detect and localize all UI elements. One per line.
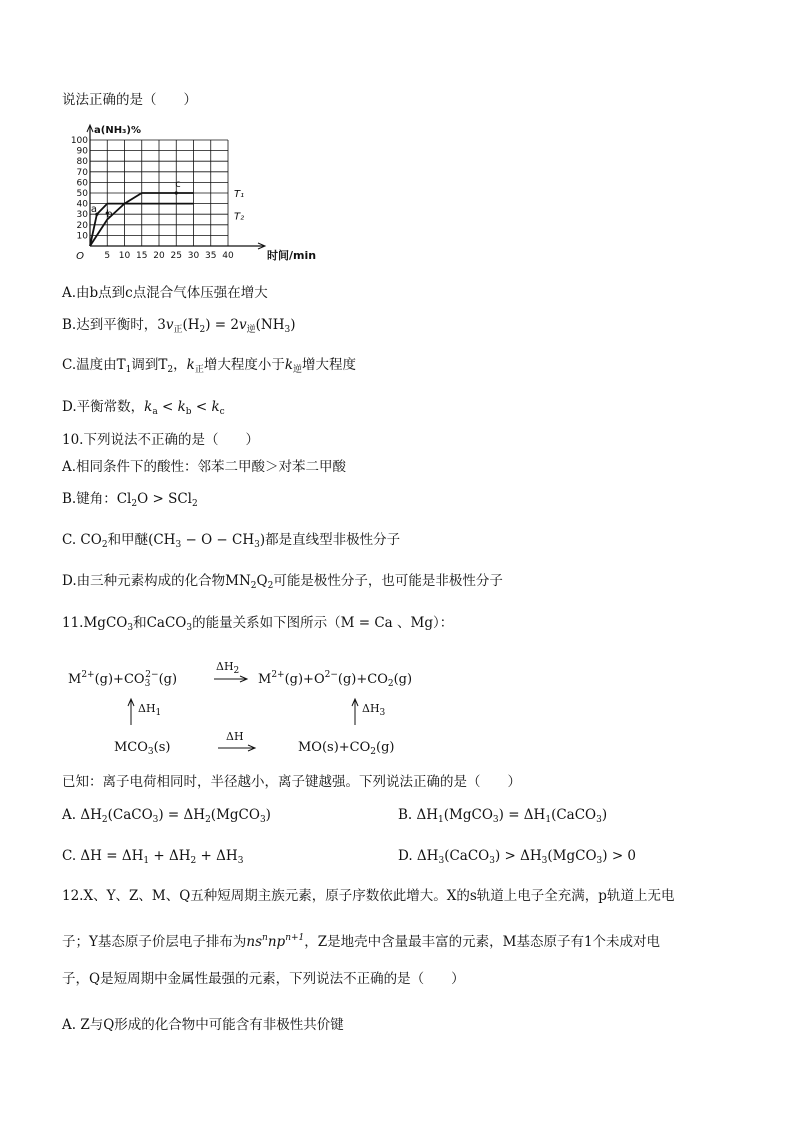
dh-arrow (218, 744, 258, 752)
q10-option-d: D.由三种元素构成的化合物$MN_2Q_2$可能是极性分子，也可能是非极性分子 (62, 573, 503, 591)
dh2-label: $\Delta H_2$ (216, 660, 240, 676)
x-tick-label: 40 (222, 251, 234, 261)
series-label: T₂ (234, 211, 245, 223)
q9-option-c: C.温度由$T_1$调到$T_2$，$k_正$增大程度小于$k_逆$增大程度 (62, 357, 357, 375)
q9-option-a: A.由b点到c点混合气体压强在增大 (62, 285, 268, 301)
nh3-fraction-chart (66, 118, 317, 270)
q9-option-d: D.平衡常数，$k_a < k_b < k_c$ (62, 399, 225, 417)
q9-stem: 说法正确的是（ ） (62, 92, 197, 108)
dh1-label: $\Delta H_1$ (138, 702, 162, 718)
y-tick-label: 90 (76, 146, 88, 157)
y-tick-label: 30 (76, 210, 88, 221)
x-tick-label: 30 (187, 251, 200, 261)
dh2-arrow (214, 675, 250, 683)
q11-option-d: D. $\Delta H_3(CaCO_3)$ > $\Delta H_3(MgCO_3) > 0$ (398, 848, 637, 866)
point-label-a: a (90, 204, 98, 216)
dh1-arrow (126, 698, 136, 726)
eq-bottom-right: $MO(s)+CO_2(g)$ (298, 740, 395, 757)
q12-line3: 子，Q是短周期中金属性最强的元素，下列说法不正确的是（ ） (62, 971, 465, 987)
y-tick-label: 50 (76, 189, 88, 199)
q9-option-b: B.达到平衡时，$3v_正(H_2) = 2v_逆(NH_3)$ (62, 317, 296, 335)
x-tick-label: 25 (170, 251, 182, 261)
y-tick-label: 80 (76, 157, 88, 168)
x-axis-label: 时间/min (267, 249, 317, 262)
dh-label: ΔH (226, 730, 244, 743)
origin-label: O (76, 251, 84, 262)
x-tick-label: 15 (136, 251, 148, 261)
point-c (175, 191, 178, 194)
q10-stem: 10.下列说法不正确的是（ ） (62, 432, 259, 448)
point-label-b: b (106, 209, 113, 221)
q12-line1: 12.X、Y、Z、M、Q五种短周期主族元素，原子序数依此增大。X的s轨道上电子全充满，p轨道上无电 (62, 888, 675, 904)
x-tick-label: 20 (153, 251, 165, 261)
q11-option-a: A. $\Delta H_2(CaCO_3)$ = $\Delta H_2(MgCO_3)$ (62, 807, 271, 825)
eq-bottom-left: $MCO_3(s)$ (114, 740, 171, 757)
point-label-c: c (175, 179, 181, 190)
q12-option-a: A. Z与Q形成的化合物中可能含有非极性共价键 (62, 1017, 344, 1033)
x-tick-label: 35 (205, 251, 217, 261)
q12-line2: 子；Y基态原子价层电子排布为$ns^nnp^{n+1}$，Z是地壳中含量最丰富的元素，M基态原子有1个未成对电 (62, 933, 661, 950)
x-tick-label: 10 (118, 251, 131, 261)
dh3-arrow (350, 698, 360, 726)
q11-option-b: B. $\Delta H_1(MgCO_3)$ = $\Delta H_1(CaCO_3)$ (398, 807, 608, 825)
series-label: T₁ (234, 189, 245, 200)
y-tick-label: 60 (76, 178, 88, 189)
chart-labels (91, 179, 244, 223)
q10-option-b: B.键角：$Cl_2O > SCl_2$ (62, 491, 198, 509)
x-tick-label: 5 (104, 251, 111, 261)
q11-known: 已知：离子电荷相同时，半径越小，离子键越强。下列说法正确的是（ ） (62, 774, 521, 790)
eq-top-right: $M^{2+}(g)+O^{2-}(g)+CO_2(g)$ (258, 670, 413, 689)
q11-stem: 11.MgCO$_3$和CaCO$_3$的能量关系如下图所示（M = Ca 、Mg）： (62, 615, 454, 633)
y-tick-label: 10 (76, 231, 88, 242)
eq-top-left: $M^{2+}(g)+CO_3^{2-}(g)$ (68, 670, 178, 689)
dh3-label: $\Delta H_3$ (362, 702, 386, 718)
y-axis-label: a(NH₃)% (94, 125, 142, 136)
q10-option-c: C. $CO_2$和甲醚$(CH_3 - O - CH_3)$都是直线型非极性分子 (62, 532, 401, 550)
y-tick-label: 20 (76, 220, 88, 231)
y-tick-label: 70 (76, 167, 88, 178)
q10-option-a: A.相同条件下的酸性：邻苯二甲酸＞对苯二甲酸 (62, 459, 347, 475)
y-tick-label: 40 (76, 199, 88, 210)
y-tick-label: 100 (70, 136, 88, 146)
q11-option-c: C. $\Delta H = \Delta H_1 + \Delta H_2 + \Delta H_3$ (62, 848, 244, 866)
